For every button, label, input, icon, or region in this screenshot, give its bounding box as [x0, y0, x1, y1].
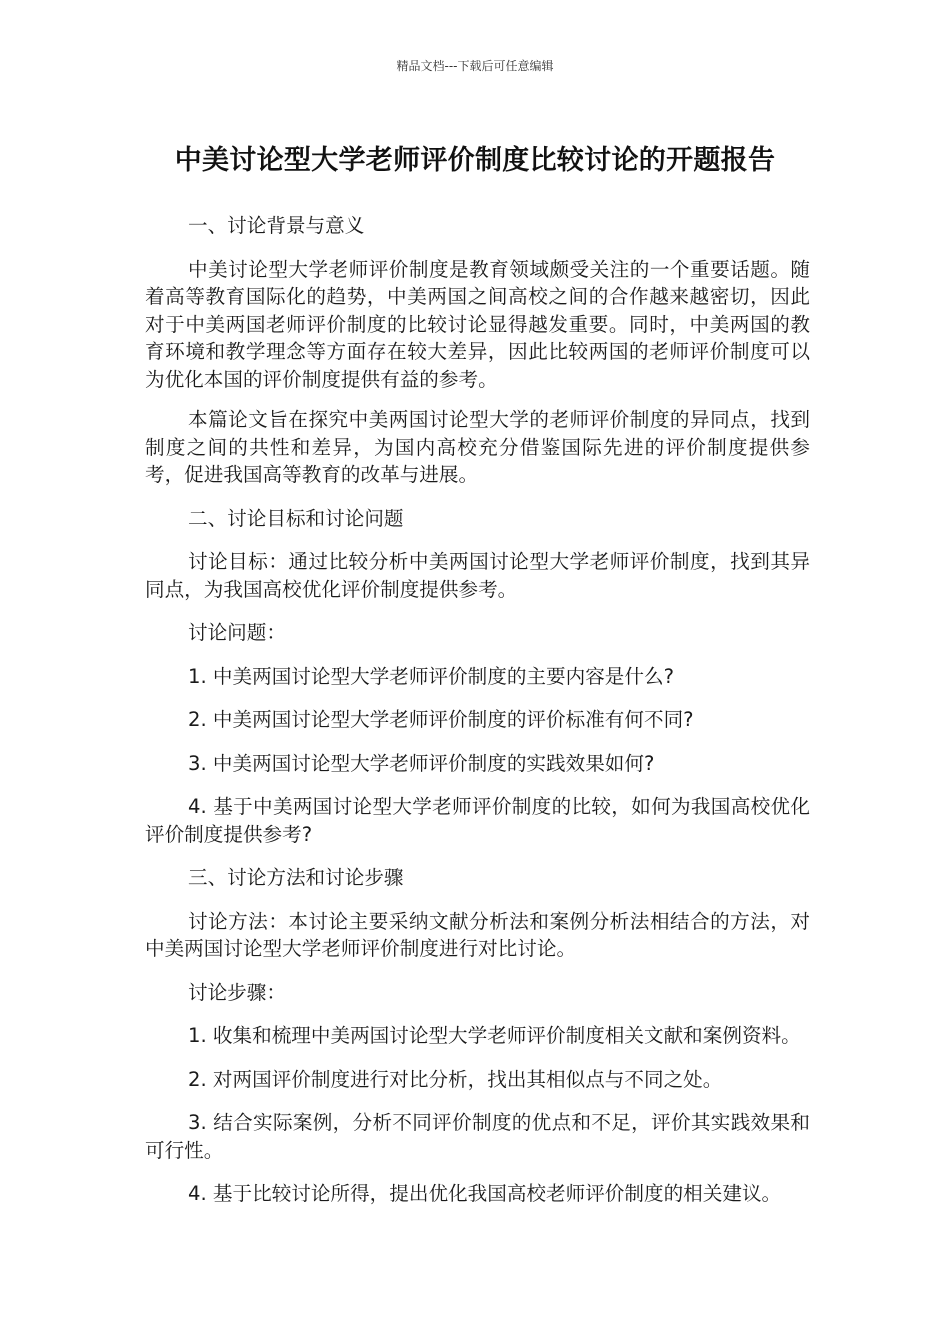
- paragraph-methods: 讨论方法：本讨论主要采纳文献分析法和案例分析法相结合的方法，对中美两国讨论型大学老师评价制度进行对比讨论。: [145, 909, 810, 960]
- paragraph-steps-label: 讨论步骤：: [188, 980, 286, 1004]
- section-heading-goals: 二、讨论目标和讨论问题: [188, 506, 404, 530]
- question-item-4: 4. 基于中美两国讨论型大学老师评价制度的比较，如何为我国高校优化评价制度提供参考?: [145, 795, 810, 846]
- step-item-3: 3. 结合实际案例，分析不同评价制度的优点和不足，评价其实践效果和可行性。: [145, 1111, 810, 1162]
- section-heading-methods: 三、讨论方法和讨论步骤: [188, 866, 404, 889]
- question-item-2: 2. 中美两国讨论型大学老师评价制度的评价标准有何不同?: [188, 708, 694, 731]
- step-item-1: 1. 收集和梳理中美两国讨论型大学老师评价制度相关文献和案例资料。: [188, 1024, 801, 1047]
- question-item-1: 1. 中美两国讨论型大学老师评价制度的主要内容是什么?: [188, 664, 674, 688]
- section-heading-background: 一、讨论背景与意义: [188, 214, 365, 237]
- paragraph-background: 中美讨论型大学老师评价制度是教育领域颇受关注的一个重要话题。随着高等教育国际化的趋势，中美两国之间高校之间的合作越来越密切，因此对于中美两国老师评价制度的比较讨论显得越发重要。同时，中美两国的教育环境和教学理念等方面存在较大差异，因此比较两国的老师评价制度可以为优化本国的评价制度提供有益的参考。: [145, 257, 810, 391]
- paragraph-questions-label: 讨论问题：: [188, 621, 286, 644]
- header-note: 精品文档---下载后可任意编辑: [396, 59, 554, 73]
- step-item-4: 4. 基于比较讨论所得，提出优化我国高校老师评价制度的相关建议。: [188, 1182, 782, 1205]
- paragraph-goal: 讨论目标：通过比较分析中美两国讨论型大学老师评价制度，找到其异同点，为我国高校优化评价制度提供参考。: [145, 550, 810, 601]
- document-body: [145, 212, 810, 1224]
- document-title: 中美讨论型大学老师评价制度比较讨论的开题报告: [174, 145, 776, 176]
- question-item-3: 3. 中美两国讨论型大学老师评价制度的实践效果如何?: [188, 751, 655, 775]
- step-item-2: 2. 对两国评价制度进行对比分析，找出其相似点与不同之处。: [188, 1067, 723, 1091]
- paragraph-purpose: 本篇论文旨在探究中美两国讨论型大学的老师评价制度的异同点，找到制度之间的共性和差异，为国内高校充分借鉴国际先进的评价制度提供参考，促进我国高等教育的改革与进展。: [145, 408, 810, 486]
